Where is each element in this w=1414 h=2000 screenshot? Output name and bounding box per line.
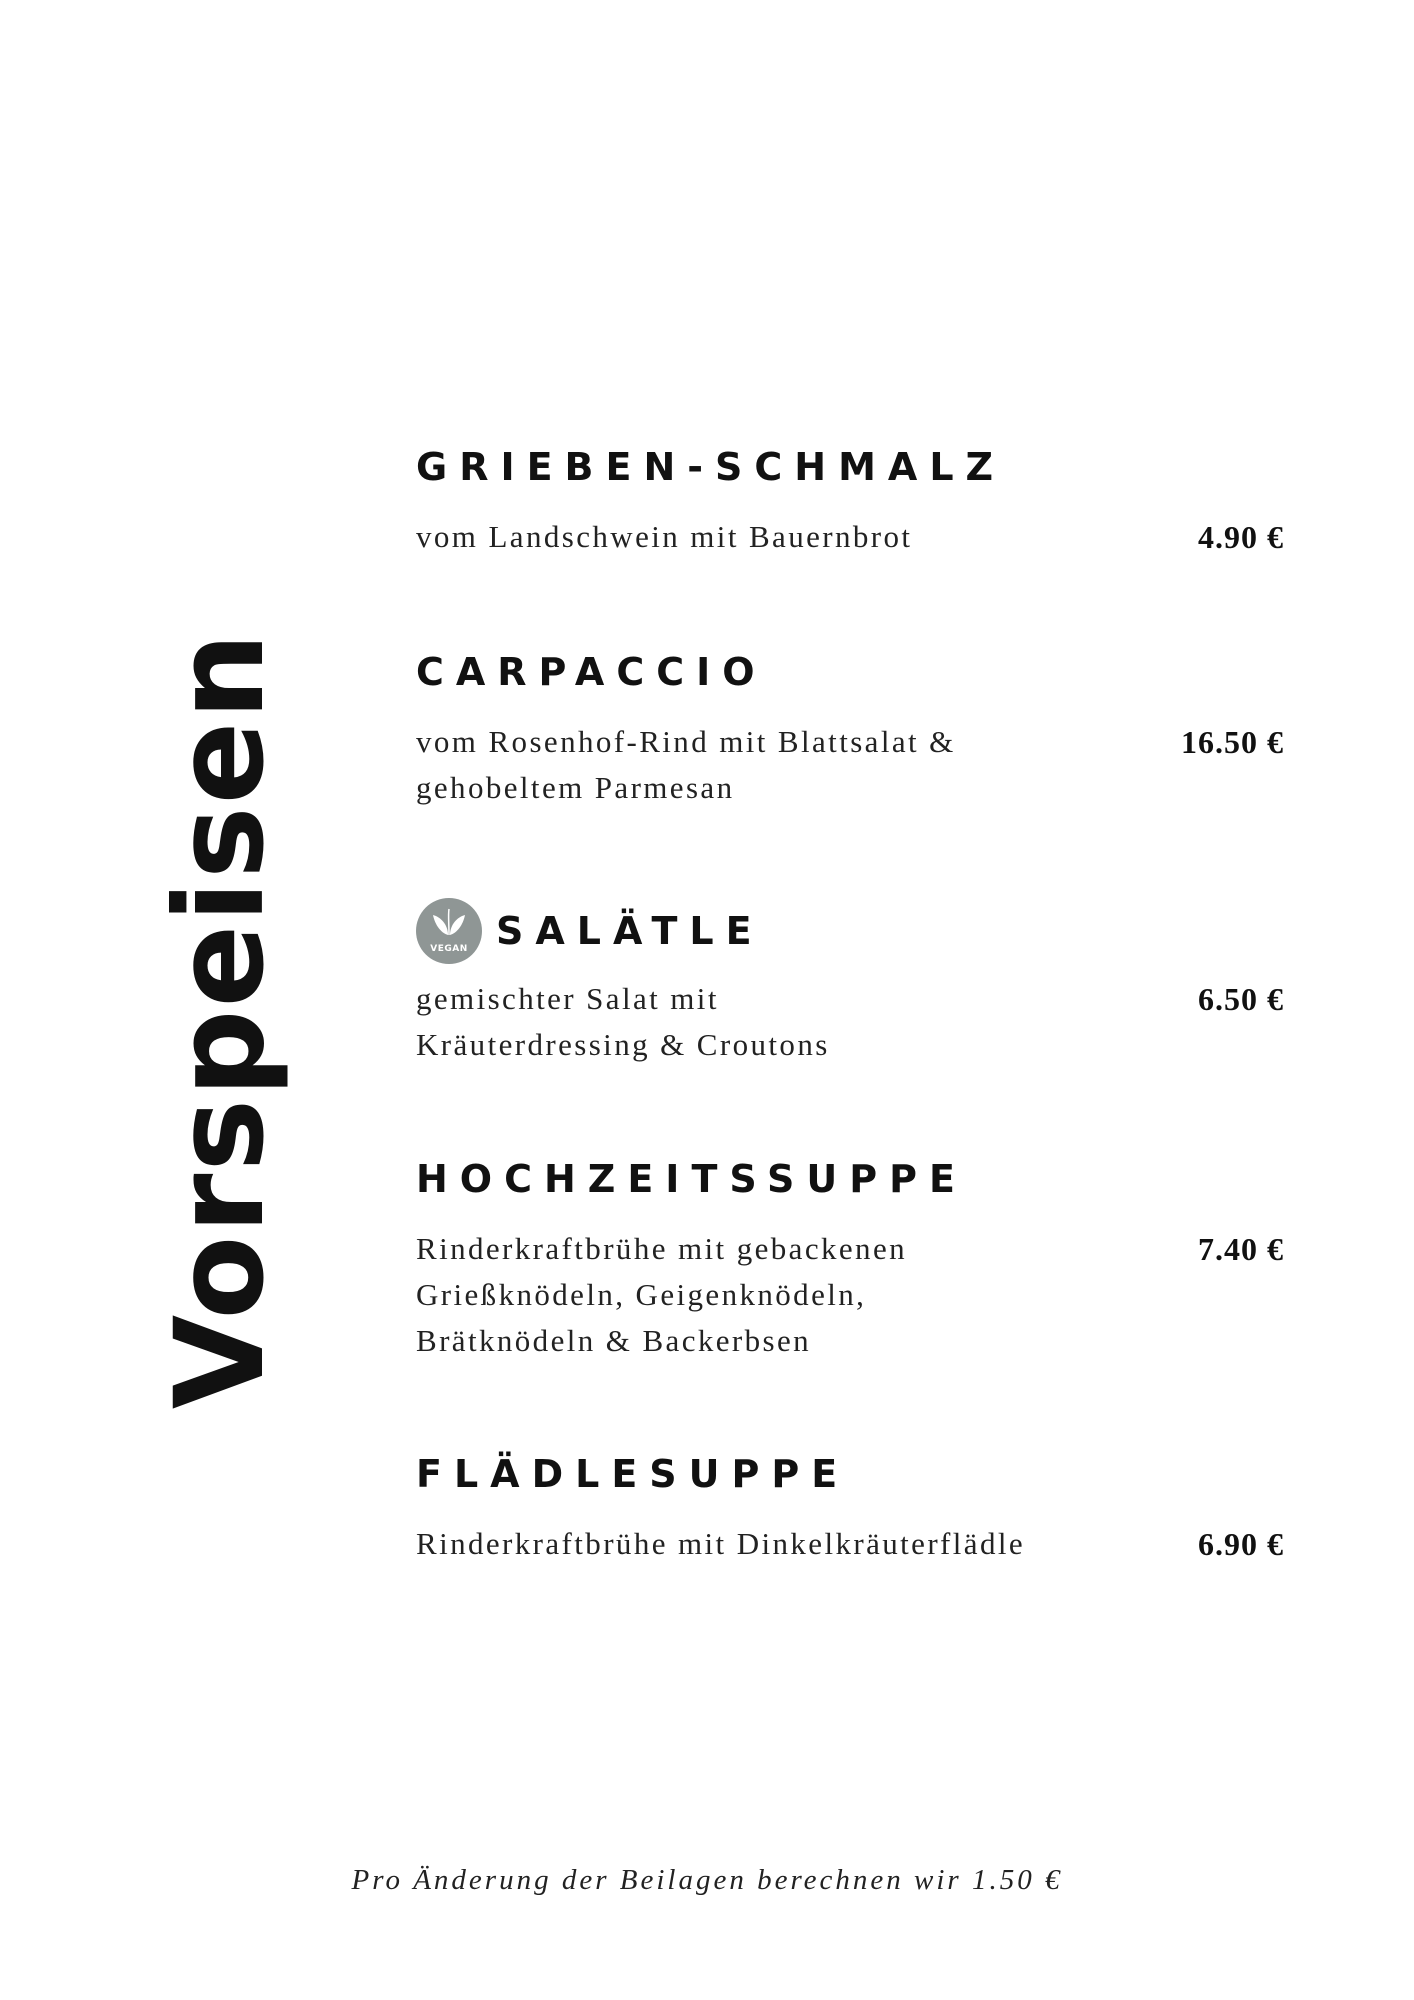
- menu-item: [416, 1157, 1284, 1364]
- menu-item-description: Rinderkraftbrühe mit Dinkelkräuterflädle: [416, 1526, 1026, 1561]
- leaf-icon: [431, 907, 467, 937]
- menu-item-price: 6.50 €: [1198, 981, 1284, 1017]
- vegan-badge-label: VEGAN: [430, 944, 468, 954]
- menu-item: [416, 445, 1284, 560]
- menu-item-description: Rinderkraftbrühe mit gebackenen Grießknödeln, Geigenknödeln, Brätknödeln & Backerbsen: [416, 1231, 908, 1358]
- section-title: Vorspeisen: [149, 630, 291, 1410]
- menu-item-name: SALÄTLE: [496, 909, 764, 953]
- menu-item-price: 7.40 €: [1198, 1231, 1284, 1267]
- menu-item-header: [416, 1157, 1284, 1201]
- menu-item-name: CARPACCIO: [416, 650, 767, 694]
- menu-item-name: HOCHZEITSSUPPE: [416, 1157, 967, 1201]
- menu-item-row: [416, 1226, 1284, 1364]
- menu-item-description: vom Rosenhof-Rind mit Blattsalat & gehobeltem Parmesan: [416, 724, 956, 805]
- menu-item-header: [416, 898, 1284, 964]
- menu-item-row: [416, 976, 1284, 1068]
- menu-item-header: [416, 650, 1284, 694]
- menu-item-price: 6.90 €: [1198, 1526, 1284, 1562]
- menu-item-name: GRIEBEN-SCHMALZ: [416, 445, 1006, 489]
- menu-item-description: gemischter Salat mit Kräuterdressing & Croutons: [416, 981, 830, 1062]
- footnote: Pro Änderung der Beilagen berechnen wir 1.50 €: [351, 1864, 1063, 1896]
- menu-item-row: [416, 719, 1284, 811]
- menu-item-name: FLÄDLESUPPE: [416, 1452, 850, 1496]
- menu-item: [416, 1452, 1284, 1567]
- menu-item-price: 16.50 €: [1181, 724, 1284, 760]
- menu-item: [416, 898, 1284, 1068]
- menu-item-description: vom Landschwein mit Bauernbrot: [416, 519, 913, 554]
- menu-item: [416, 650, 1284, 811]
- menu-item-header: [416, 1452, 1284, 1496]
- vegan-badge: [416, 898, 482, 964]
- menu-item-row: [416, 514, 1284, 560]
- menu-item-price: 4.90 €: [1198, 519, 1284, 555]
- menu-item-header: [416, 445, 1284, 489]
- menu-item-row: [416, 1521, 1284, 1567]
